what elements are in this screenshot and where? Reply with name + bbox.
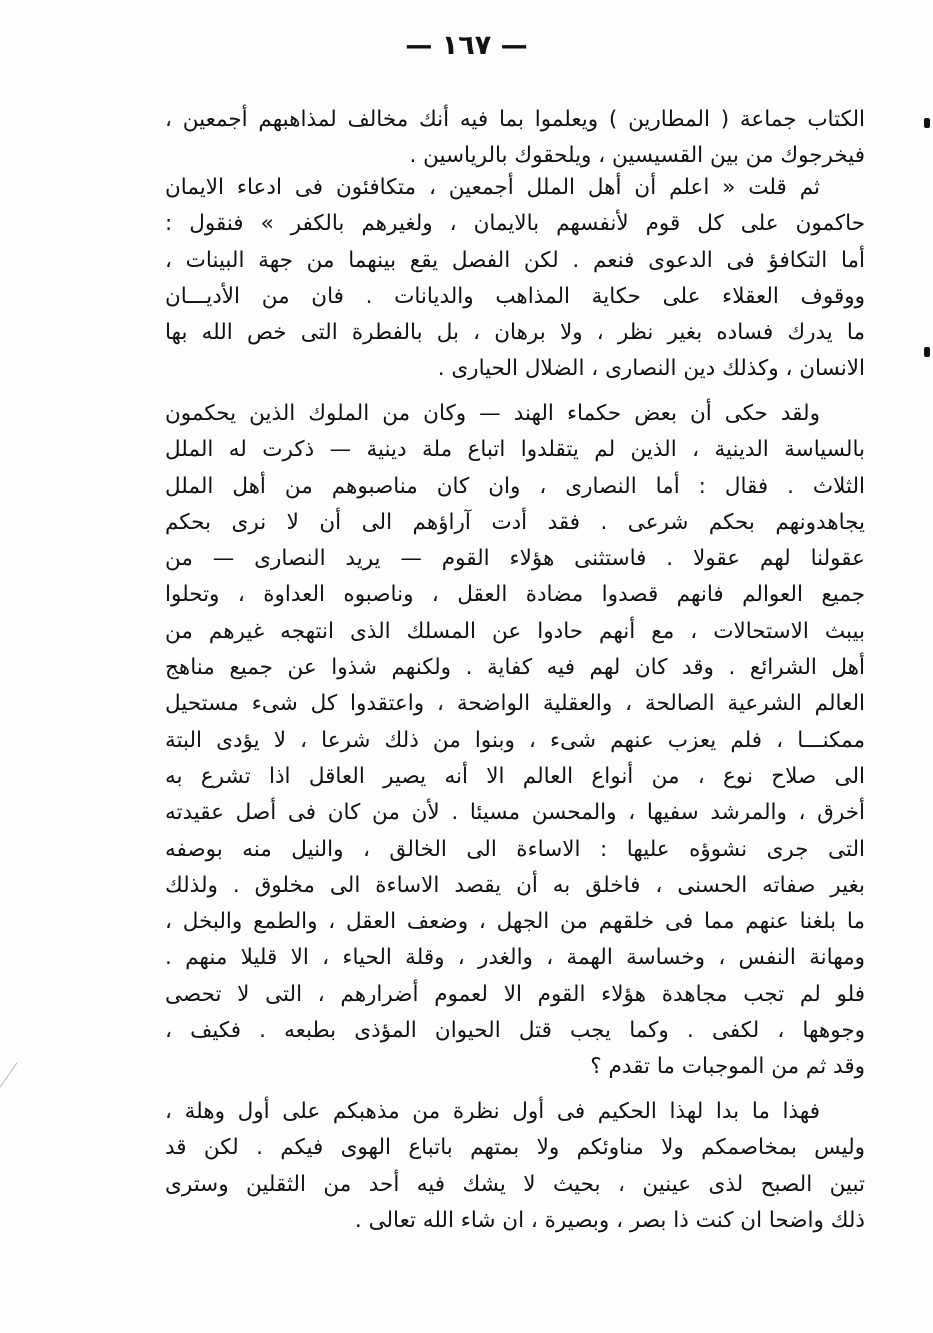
- text-line: يجاهدونهم بحكم شرعى . فقد أدت آراؤهم الى أن لا نرى بحكم: [165, 509, 865, 535]
- text-line: ولقد حكى أن بعض حكماء الهند — وكان من الملوك الذين يحكمون: [165, 401, 820, 426]
- text-line: جميع العوالم فانهم قصدوا مضادة العقل ، وناصبوه العداوة ، وتحلوا: [165, 582, 865, 608]
- text-line: أما التكافؤ فى الدعوى فنعم . لكن الفصل يقع بينهما من جهة البينات ،: [165, 247, 865, 273]
- text-line: فلو لم تجب مجاهدة هؤلاء القوم الا لعموم أضرارهم ، التى لا تحصى: [165, 981, 865, 1007]
- text-line: ثم قلت « اعلم أن أهل الملل أجمعين ، متكافئون فى ادعاء الايمان: [165, 175, 820, 200]
- paragraph-3: [165, 396, 865, 1086]
- text-line: الانسان ، وكذلك دين النصارى ، الضلال الحيارى .: [437, 356, 865, 382]
- text-line: أخرق ، والمرشد سفيها ، والمحسن مسيئا . لأن من كان فى أصل عقيدته: [165, 800, 865, 826]
- text-line: ذلك واضحا ان كنت ذا بصر ، وبصيرة ، ان شاء الله تعالى .: [354, 1207, 865, 1233]
- text-line: الكتاب جماعة ( المطارين ) ويعلموا بما فيه أنك مخالف لمذاهبهم أجمعين ،: [165, 107, 865, 132]
- text-line: التى جرى نشوؤه عليها : الاساءة الى الخالق ، والنيل منه بوصفه: [165, 836, 865, 862]
- scan-speck: [0, 1062, 18, 1087]
- text-line: فيخرجوك من بين القسيسين ، ويلحقوك بالرياسين .: [409, 143, 865, 169]
- text-line: وليس بمخاصمكم ولا مناوئكم ولا بمتهم باتباع الهوى فيكم . لكن قد: [165, 1135, 865, 1161]
- text-line: أهل الشرائع . وقد كان لهم فيه كفاية . ولكنهم شذوا عن جميع مناهج: [165, 655, 865, 681]
- text-line: تبين الصبح لذى عينين ، بحيث لا يشك فيه أحد من الثقلين وسترى: [165, 1171, 865, 1197]
- text-line: بغير صفاته الحسنى ، فاخلق به أن يقصد الاساءة الى مخلوق . ولذلك: [165, 872, 865, 898]
- text-line: ممكنـــا ، فلم يعزب عنهم شىء ، وبنوا من ذلك شرعا ، لا يؤدى البتة: [165, 727, 865, 753]
- text-line: وقد ثم من الموجبات ما تقدم ؟: [590, 1054, 865, 1080]
- page-number: — ١٦٧ —: [405, 30, 528, 61]
- margin-mark: [924, 347, 930, 357]
- text-line: فهذا ما بدا لهذا الحكيم فى أول نظرة من مذهبكم على أول وهلة ،: [165, 1099, 820, 1124]
- margin-mark: [924, 118, 930, 128]
- paragraph-2: [165, 170, 865, 388]
- text-line: ما بلغنا عنهم مما فى خلقهم من الجهل ، وضعف العقل ، والطمع والبخل ،: [165, 909, 865, 935]
- text-line: بيبث الاستحالات ، مع أنهم حادوا عن المسلك الذى انتهجه غيرهم من: [165, 618, 865, 644]
- text-line: ومهانة النفس ، وخساسة الهمة ، والغدر ، وقلة الحياء ، الا قليلا منهم .: [165, 945, 865, 971]
- text-line: ووقوف العقلاء على حكاية المذاهب والديانات . فان من الأديـــان: [165, 283, 865, 309]
- paragraph-1: [165, 102, 865, 175]
- text-line: وجوهها ، لكفى . وكما يجب قتل الحيوان المؤذى بطبعه . فكيف ،: [165, 1018, 865, 1044]
- text-line: عقولنا لهم عقولا . فاستثنى هؤلاء القوم — يريد النصارى — من: [165, 546, 865, 572]
- text-line: حاكمون على كل قوم لأنفسهم بالايمان ، ولغيرهم بالكفر » فنقول :: [165, 211, 865, 237]
- text-line: ما يدرك فساده بغير نظر ، ولا برهان ، بل بالفطرة التى خص الله بها: [165, 320, 865, 346]
- text-line: الثلاث . فقال : أما النصارى ، وان كان مناصبوهم من أهل الملل: [165, 473, 865, 499]
- text-line: بالسياسة الدينية ، الذين لم يتقلدوا اتباع ملة دينية — ذكرت له الملل: [165, 437, 865, 463]
- paragraph-4: [165, 1094, 865, 1239]
- text-line: العالم الشرعية الصالحة ، والعقلية الواضحة ، واعتقدوا كل شىء مستحيل: [165, 691, 865, 717]
- text-line: الى صلاح نوع ، من أنواع العالم الا أنه يصير العاقل اذا تشرع به: [165, 763, 865, 789]
